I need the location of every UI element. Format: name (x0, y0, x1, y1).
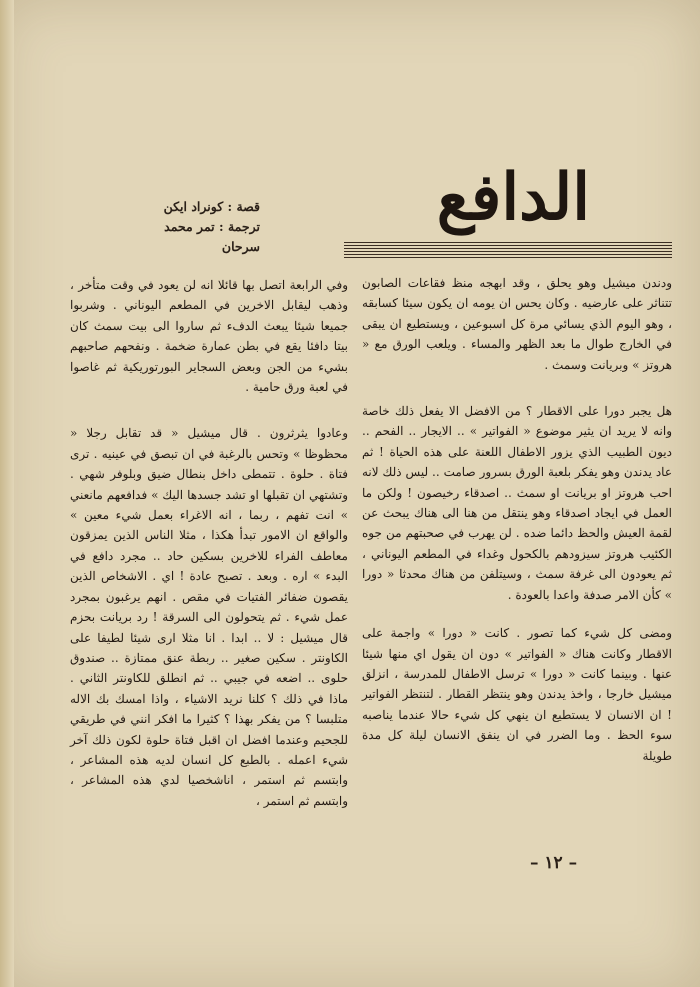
page-number: – ١٢ – (530, 853, 578, 873)
author-credit: قصة : كونراد ايكن (163, 199, 260, 214)
paragraph: وفي الرابعة اتصل بها قائلا انه لن يعود في وقت متأخر ، وذهب ليقابل الاخرين في المطعم اليوناني . وشربوا جميعا شيئا يبعث الدفء ثم ساروا الى بيت سمث كان بيتا دافئا يقع في بطن عمارة ضخمة . ونفحهم صاحبهم بشيء من الجن وبعض السجاير البورتوريكية ثم غاصوا في لعبة ورق حامية . (70, 278, 348, 395)
right-column (362, 273, 672, 766)
left-column (70, 275, 348, 811)
translator-credit: ترجمة : تمر محمد سرحان (164, 219, 260, 254)
title-rule (344, 242, 672, 260)
paragraph: هل يجبر دورا على الاقطار ؟ من الافضل الا يفعل ذلك خاصة وانه لا يريد ان يثير موضوع « الفواتير » .. الايجار .. الفحم .. ديون الطبيب الذي يزور الاطفال اللعنة على هذه الحياة ! ثم عاد يدندن وهو يفكر بلعبة الورق بسرور صامت .. ليس ذلك لانه احب هروتز او بريانت او سمث .. اصدقاء رخيصون ! ولكن ما العمل في ايجاد اصدقاء وهو ينتقل من هنا الى هناك يبحث عن لقمة العيش والحظ دائما ضده . لن يهرب في صحبتهم من جوه الكئيب هروتز سيزودهم بالكحول وغداء في المطعم اليوناني ، ثم يعودون الى غرفة سمث ، وسيتلفن من هناك محدثا « دورا » كأن الامر صدفة واعدا بالعودة . (362, 404, 672, 602)
paragraph: ومضى كل شيء كما تصور . كانت « دورا » واجمة على الاقطار وكانت هناك « الفواتير » دون ان يقول اي منها شيئا عنها . وبينما كانت « دورا » ترسل الاطفال للمدرسة ، انزلق ميشيل خارجا ، واخذ يدندن وهو ينتظر القطار . لتنتظر الفواتير ! ان الانسان لا يستطيع ان ينهي كل شيء حالا عندما يناصبه سوء الحظ . وما الضرر في ان ينفق الانسان ليلة كل مدة طويلة (362, 626, 672, 763)
page-edge (0, 0, 14, 987)
paragraph: ودندن ميشيل وهو يحلق ، وقد ابهجه منظ فقاعات الصابون تتناثر على عارضيه . وكان يحس ان يومه ان يكون سيئا كسابقه ، وهو اليوم الذي يسائي مرة كل اسبوعين ، ويستطيع ان يبقى في الخارج طوال ما بعد الظهر والمساء . ويلعب الورق مع « هروتز » وبريانت وسمث . (362, 276, 672, 372)
paragraph: وعادوا يثرثرون . قال ميشيل « قد تقابل رجلا « محظوظا » وتحس بالرغبة في ان تبصق في عينيه . ترى فتاة . حلوة . تتمطى داخل بنطال ضيق وبلوفر شهي . وتشتهي ان تقبلها او تشد جسدها اليك » فدافعهم مانعني » انت تفهم ، ربما ، انه الاغراء بعمل شيء معين » والواقع ان الامور تبدأ هكذا ، مثلا الناس الذين يمزقون معاطف الفراء للاخرين بسكين حاد .. مجرد دافع في البدء » اره . وبعد . تصبح عادة ! اي . الاشخاص الذين يقصون ضفائر الفتيات في مقص . انهم يرغبون بمجرد عمل شيء . ثم يتحولون الى السرقة ! رد بريانت بحزم قال ميشيل : لا .. ابدا . انا مثلا ارى شيئا لطيفا على الكاونتر . سكين صغير .. ربطة عنق ممتازة .. صندوق حلوى .. اضعه في جيبي .. ثم انطلق للكاونتر الثاني . ماذا في ذلك ؟ كلنا نريد الاشياء ، واذا امسك بك الاله متلبسا ؟ من يفكر بهذا ؟ كثيرا ما افكر انني في طريقي للجحيم وعندما افضل ان اقبل فتاة حلوة لكون ذلك آخر شيء اعمله . بالطبع كل انسان لديه هذه المشاعر ، وابتسم ثم استمر ، اناشخصيا لدي هذه المشاعر ، وابتسم ثم استمر ، (70, 426, 348, 808)
story-title: الدافع (436, 160, 590, 235)
story-credits (130, 197, 260, 257)
